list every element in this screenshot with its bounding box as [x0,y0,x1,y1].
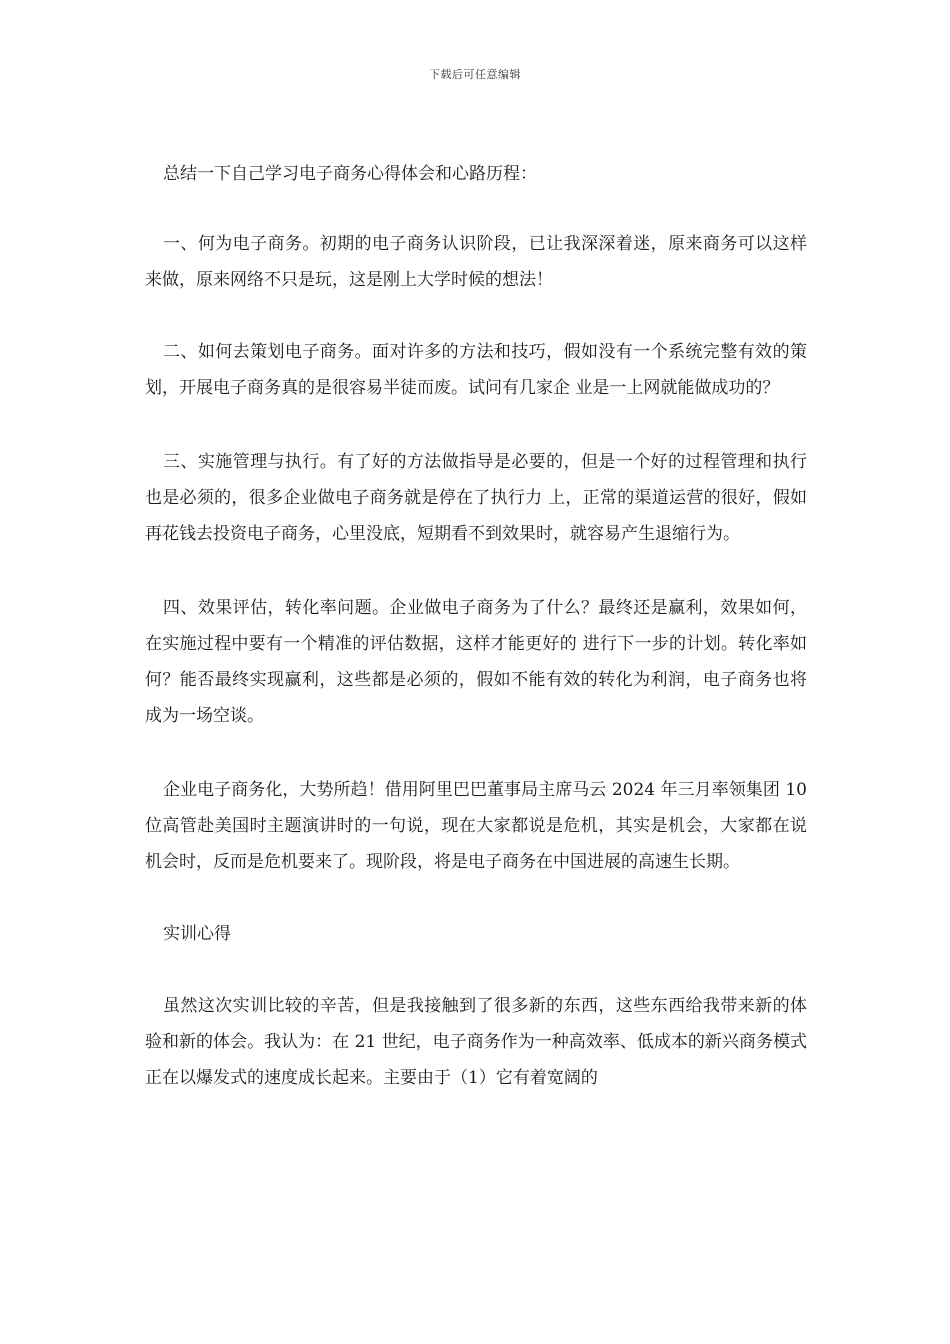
training-heading: 实训心得 [163,924,231,944]
section-1-paragraph: 一、何为电子商务。初期的电子商务认识阶段，已让我深深着迷，原来商务可以这样来做，原来网络不只是玩，这是刚上大学时候的想法！ [145,234,807,290]
section-3-paragraph: 三、实施管理与执行。有了好的方法做指导是必要的，但是一个好的过程管理和执行也是必须的，很多企业做电子商务就是停在了执行力 上，正常的渠道运营的很好，假如再花钱去投资电子商务，心里没底，短期看不到效果时，就容易产生退缩行为。 [145,452,807,544]
intro-paragraph: 总结一下自己学习电子商务心得体会和心路历程： [163,164,537,184]
training-paragraph: 虽然这次实训比较的辛苦，但是我接触到了很多新的东西，这些东西给我带来新的体验和新的体会。我认为：在 21 世纪，电子商务作为一种高效率、低成本的新兴商务模式正在以爆发式的速度成长起来。主要由于（1）它有着宽阔的 [145,996,807,1088]
document-body [145,156,807,1096]
page-header: 下载后可任意编辑 [429,68,521,81]
section-2-paragraph: 二、如何去策划电子商务。面对许多的方法和技巧，假如没有一个系统完整有效的策划，开展电子商务真的是很容易半徒而废。试问有几家企 业是一上网就能做成功的？ [145,342,807,398]
section-4-paragraph: 四、效果评估，转化率问题。企业做电子商务为了什么？最终还是赢利，效果如何，在实施过程中要有一个精准的评估数据，这样才能更好的 进行下一步的计划。转化率如何？能否最终实现赢利，这些都是必须的，假如不能有效的转化为利润，电子商务也将成为一场空谈。 [145,598,807,726]
conclusion-paragraph: 企业电子商务化，大势所趋！借用阿里巴巴董事局主席马云 2024 年三月率领集团 10 位高管赴美国时主题演讲时的一句说，现在大家都说是危机，其实是机会，大家都在说机会时，反而是危机要来了。现阶段，将是电子商务在中国进展的高速生长期。 [145,780,807,872]
